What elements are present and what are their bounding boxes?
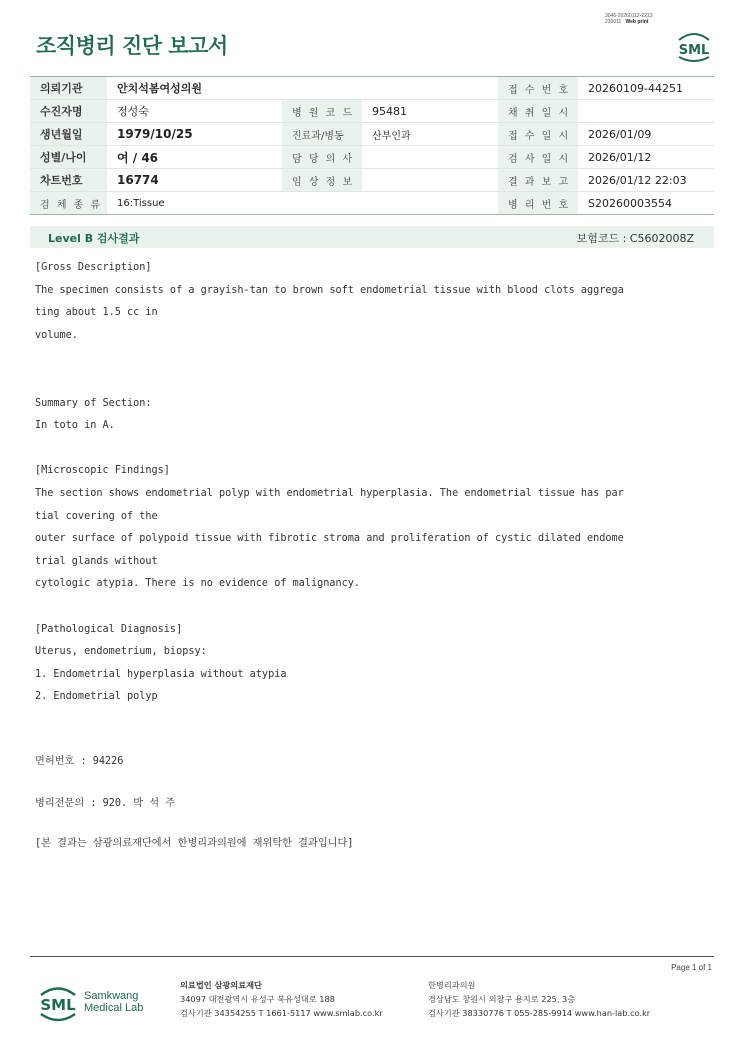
value-pathology-number: S20260003554 [578,192,714,215]
label-birth-date: 생년월일 [30,123,107,146]
value-sex-age: 여 / 46 [107,146,282,169]
foundation-address: 34097 대전광역시 유성구 북유성대로 188 [180,994,335,1004]
value-attending-doctor [362,146,498,169]
footer-divider [30,956,714,957]
result-header-bar [30,226,714,248]
label-attending-doctor: 담 당 의 사 [282,146,362,169]
print-identifier [605,13,652,25]
consignment-note: [본 결과는 삼광의료재단에서 한병리과의원에 재위탁한 결과입니다] [35,838,354,849]
report-line: The specimen consists of a grayish-tan to brown soft endometrial tissue with blood clots aggrega [35,284,624,296]
clinic-contact: 검사기관 38330776 T 055-285-9914 www.han-lab.co.kr [428,1008,651,1018]
table-row [30,169,714,192]
table-row [30,77,714,100]
print-id-code: 230011 [605,19,622,25]
lab-name-line2: Medical Lab [84,1002,144,1014]
value-specimen-type: 16:Tissue [107,192,282,215]
label-chart-number: 차트번호 [30,169,107,192]
table-row [30,123,714,146]
report-line: tial covering of the [35,510,158,522]
report-line: ting about 1.5 cc in [35,307,158,319]
empty-cell [282,192,498,215]
label-accession-number: 접 수 번 호 [498,77,578,100]
foundation-contact: 검사기관 34354255 T 1661-5117 www.smlab.co.kr [180,1008,383,1018]
report-line: cytologic atypia. There is no evidence of malignancy. [35,578,361,590]
value-clinical-info [362,169,498,192]
value-collection-datetime [578,100,714,123]
label-clinical-info: 임 상 정 보 [282,169,362,192]
label-sex-age: 성별/나이 [30,146,107,169]
value-requesting-institution: 안치석봄여성의원 [107,77,282,100]
foundation-name: 의료법인 삼광의료재단 [180,980,262,990]
clinic-info [428,978,650,1020]
value-test-datetime: 2026/01/12 [578,146,714,169]
report-line: In toto in A. [35,420,115,432]
patient-info-table [30,76,714,215]
sml-footer-logo-icon [37,981,79,1025]
clinic-name: 한병리과의원 [428,980,476,990]
value-department: 산부인과 [362,123,498,146]
label-department: 진료과/병동 [282,123,362,146]
value-receipt-datetime: 2026/01/09 [578,123,714,146]
report-line: The section shows endometrial polyp with endometrial hyperplasia. The endometrial tissue has par [35,488,624,499]
table-row [30,100,714,123]
empty-cell [282,77,498,100]
table-row [30,146,714,169]
lab-name-line1: Samkwang [84,990,139,1002]
print-id-line1: 3046-20260112-2213 [605,13,653,19]
sml-footer-logo-text: SML [40,996,76,1014]
clinic-address: 경상남도 창원시 의창구 용지로 225, 3층 [428,994,576,1004]
value-birth-date: 1979/10/25 [107,123,282,146]
lab-name [84,990,143,1014]
sml-logo-icon [674,27,714,63]
report-line: trial glands without [35,555,158,567]
label-test-datetime: 검 사 일 시 [498,146,578,169]
page-number: Page 1 of 1 [671,963,712,972]
report-line: 2. Endometrial polyp [35,691,158,703]
foundation-info [180,978,383,1020]
report-line: [Microscopic Findings] [35,465,170,477]
value-chart-number: 16774 [107,169,282,192]
report-line: [Gross Description] [35,262,152,273]
label-hospital-code: 병 원 코 드 [282,100,362,123]
report-title: 조직병리 진단 보고서 [36,34,228,58]
report-line: Uterus, endometrium, biopsy: [35,646,207,658]
label-result-report: 결 과 보 고 [498,169,578,192]
license-number: 면허번호 : 94226 [35,756,124,767]
label-requesting-institution: 의뢰기관 [30,77,107,100]
insurance-code: 보험코드 : C5602008Z [576,232,694,245]
label-pathology-number: 병 리 번 호 [498,192,578,215]
report-line: Summary of Section: [35,397,152,409]
value-patient-name: 정성숙 [107,100,282,123]
label-patient-name: 수진자명 [30,100,107,123]
report-line: volume. [35,329,78,341]
sml-logo-text: SML [678,43,710,58]
report-line: outer surface of polypoid tissue with fibrotic stroma and proliferation of cystic dilated endome [35,533,624,545]
print-id-line2 [605,19,652,25]
web-print-label: Web print [625,19,649,25]
value-hospital-code: 95481 [362,100,498,123]
value-result-report: 2026/01/12 22:03 [578,169,714,192]
label-specimen-type: 검 체 종 류 [30,192,107,215]
pathologist: 병리전문의 : 920. 박 석 주 [35,798,176,809]
value-accession-number: 20260109-44251 [578,77,714,100]
label-collection-datetime: 채 취 일 시 [498,100,578,123]
label-receipt-datetime: 접 수 일 시 [498,123,578,146]
result-level-label: Level B 검사결과 [48,232,140,245]
report-line: 1. Endometrial hyperplasia without atypia [35,668,287,680]
table-row [30,192,714,215]
report-line: [Pathological Diagnosis] [35,623,183,635]
